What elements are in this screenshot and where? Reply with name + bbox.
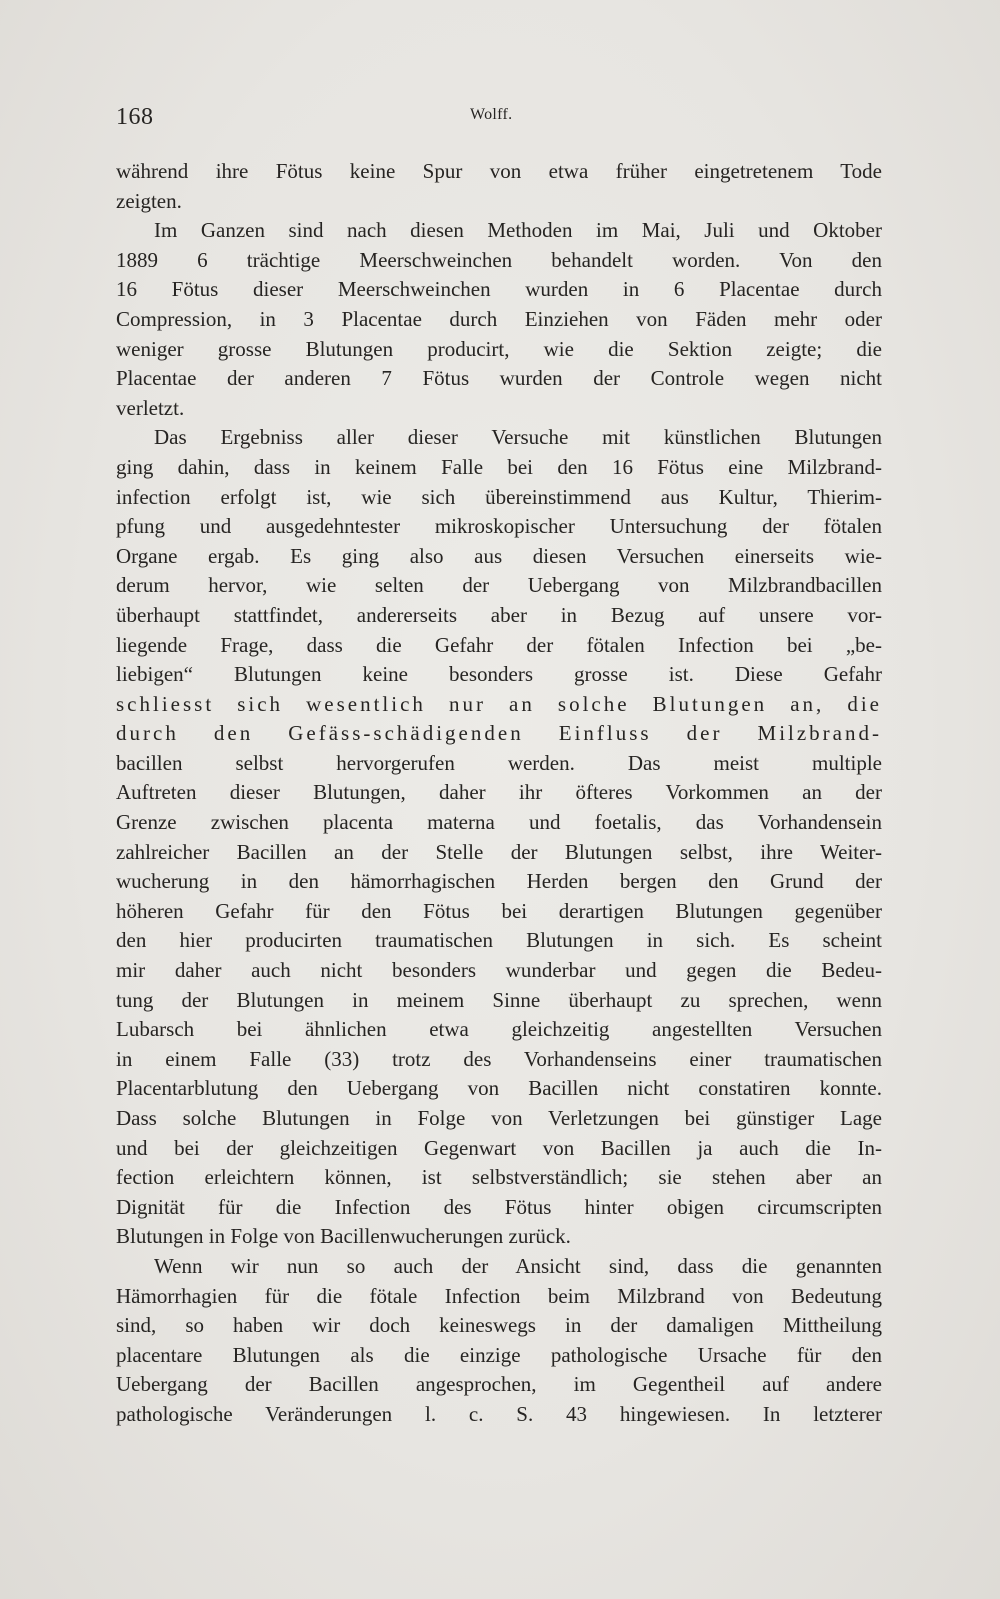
text-line: 16 Fötus dieser Meerschweinchen wurden in 6 Placentae durch <box>116 277 882 302</box>
text-line: pathologische Veränderungen l. c. S. 43 hingewiesen. In letzterer <box>116 1401 882 1426</box>
text-line: liebigen“ Blutungen keine besonders grosse ist. Diese Gefahr <box>116 662 882 687</box>
text-line: Compression, in 3 Placentae durch Einziehen von Fäden mehr oder <box>116 306 882 331</box>
text-line: Das Ergebniss aller dieser Versuche mit künstlichen Blutungen <box>154 425 882 450</box>
page-header <box>116 104 882 138</box>
text-line: tung der Blutungen in meinem Sinne überhaupt zu sprechen, wenn <box>116 987 882 1012</box>
text-line: infection erfolgt ist, wie sich übereinstimmend aus Kultur, Thierim- <box>116 484 882 509</box>
text-line: verletzt. <box>116 395 185 420</box>
text-line: ging dahin, dass in keinem Falle bei den 16 Fötus eine Milzbrand- <box>116 454 882 479</box>
text-line: 1889 6 trächtige Meerschweinchen behandelt worden. Von den <box>116 247 882 272</box>
text-line: durch den Gefäss-schädigenden Einfluss der Milzbrand- <box>116 721 882 746</box>
text-line: Placentae der anderen 7 Fötus wurden der Controle wegen nicht <box>116 366 882 391</box>
page-number: 168 <box>116 104 154 130</box>
text-line: bacillen selbst hervorgerufen werden. Das meist multiple <box>116 750 882 775</box>
text-line: Lubarsch bei ähnlichen etwa gleichzeitig angestellten Versuchen <box>116 1017 882 1042</box>
text-line: Placentarblutung den Uebergang von Bacillen nicht constatiren konnte. <box>116 1076 882 1101</box>
text-line: höheren Gefahr für den Fötus bei derartigen Blutungen gegenüber <box>116 898 882 923</box>
text-line: in einem Falle (33) trotz des Vorhandenseins einer traumatischen <box>116 1046 882 1071</box>
text-line: Blutungen in Folge von Bacillenwucherungen zurück. <box>116 1224 571 1249</box>
text-line: und bei der gleichzeitigen Gegenwart von Bacillen ja auch die In- <box>116 1135 882 1160</box>
text-line: überhaupt stattfindet, andererseits aber in Bezug auf unsere vor- <box>116 602 882 627</box>
text-line: zahlreicher Bacillen an der Stelle der Blutungen selbst, ihre Weiter- <box>116 839 882 864</box>
text-line: sind, so haben wir doch keineswegs in der damaligen Mittheilung <box>116 1313 882 1338</box>
text-line: wucherung in den hämorrhagischen Herden bergen den Grund der <box>116 869 882 894</box>
text-line: Organe ergab. Es ging also aus diesen Versuchen einerseits wie- <box>116 543 882 568</box>
text-line: weniger grosse Blutungen producirt, wie die Sektion zeigte; die <box>116 336 882 361</box>
body-text <box>116 157 882 1430</box>
text-line: schliesst sich wesentlich nur an solche Blutungen an, die <box>116 691 882 716</box>
running-head: Wolff. <box>470 106 513 123</box>
text-line: Dignität für die Infection des Fötus hinter obigen circumscripten <box>116 1194 882 1219</box>
text-line: Grenze zwischen placenta materna und foetalis, das Vorhandensein <box>116 810 882 835</box>
text-line: den hier producirten traumatischen Blutungen in sich. Es scheint <box>116 928 882 953</box>
text-line: Wenn wir nun so auch der Ansicht sind, dass die genannten <box>154 1253 882 1278</box>
text-line: fection erleichtern können, ist selbstverständlich; sie stehen aber an <box>116 1165 882 1190</box>
text-line: Hämorrhagien für die fötale Infection beim Milzbrand von Bedeutung <box>116 1283 882 1308</box>
text-line: Dass solche Blutungen in Folge von Verletzungen bei günstiger Lage <box>116 1106 882 1130</box>
text-line: Im Ganzen sind nach diesen Methoden im Mai, Juli und Oktober <box>154 218 882 243</box>
text-line: pfung und ausgedehntester mikroskopischer Untersuchung der fötalen <box>116 514 882 539</box>
text-line: liegende Frage, dass die Gefahr der fötalen Infection bei „be- <box>116 632 882 657</box>
text-line: derum hervor, wie selten der Uebergang von Milzbrandbacillen <box>116 573 882 598</box>
text-line: Auftreten dieser Blutungen, daher ihr öfteres Vorkommen an der <box>116 780 882 805</box>
text-line: während ihre Fötus keine Spur von etwa früher eingetretenem Tode <box>116 159 882 183</box>
text-line: mir daher auch nicht besonders wunderbar und gegen die Bedeu- <box>116 958 882 983</box>
text-line: Uebergang der Bacillen angesprochen, im Gegentheil auf andere <box>116 1372 882 1397</box>
text-line: zeigten. <box>116 188 182 213</box>
text-line: placentare Blutungen als die einzige pathologische Ursache für den <box>116 1342 882 1367</box>
